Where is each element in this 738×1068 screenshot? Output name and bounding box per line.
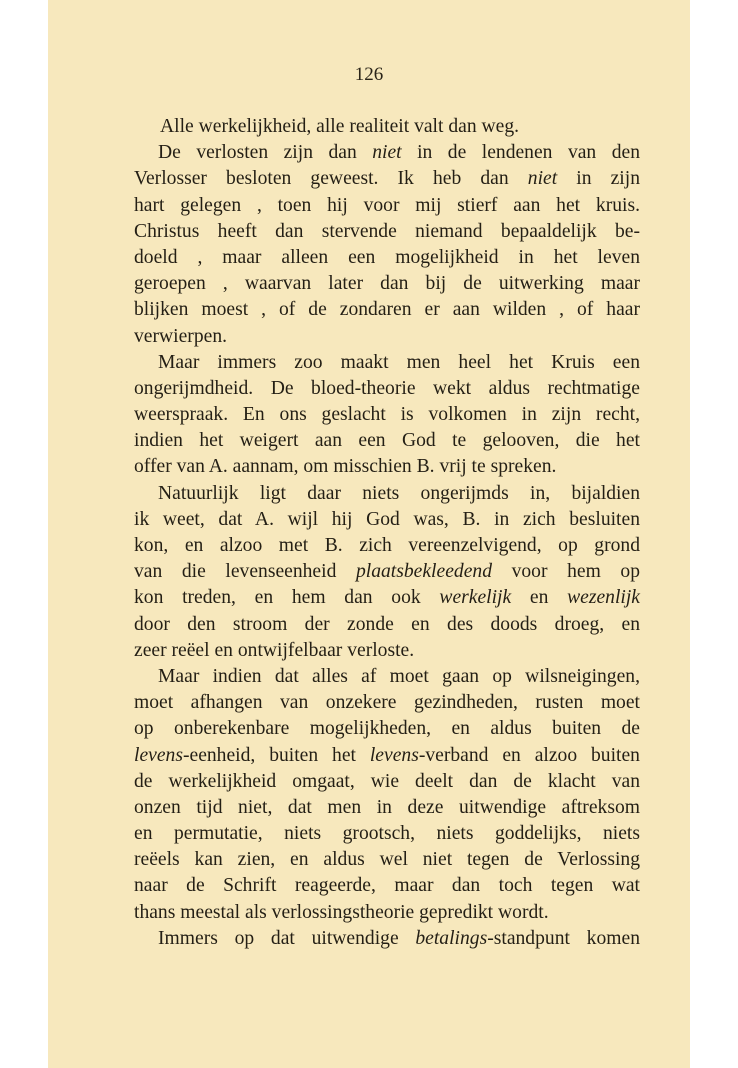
text-segment: de werkelijkheid omgaat, wie deelt dan de klacht van <box>134 770 640 792</box>
text-line <box>134 428 640 454</box>
text-segment: reëels kan zien, en aldus wel niet tegen de Verlossing <box>134 849 640 871</box>
text-line <box>134 350 640 376</box>
text-segment: doeld , maar alleen een mogelijkheid in het leven <box>134 246 640 268</box>
text-segment: blijken moest , of de zondaren er aan wilden , of haar <box>134 299 640 321</box>
text-line <box>134 533 640 559</box>
text-line <box>134 454 640 480</box>
text-segment: hart gelegen , toen hij voor mij stierf aan het kruis. <box>134 194 640 216</box>
text-segment: Christus heeft dan stervende niemand bepaaldelijk be- <box>134 220 640 242</box>
text-segment: kon treden, en hem dan ook <box>134 587 440 609</box>
text-line <box>134 376 640 402</box>
text-segment: verwierpen. <box>134 325 228 347</box>
italic-text: levens <box>134 744 183 766</box>
text-line <box>134 743 640 769</box>
text-line <box>134 559 640 585</box>
text-line <box>134 245 640 271</box>
text-segment: ongerijmdheid. De bloed-theorie wekt aldus rechtmatige <box>134 377 640 399</box>
text-line <box>134 166 640 192</box>
text-segment: indien het weigert aan een God te gelooven, die het <box>134 430 640 452</box>
text-segment: kon, en alzoo met B. zich vereenzelvigend, op grond <box>134 535 640 556</box>
text-segment: geroepen , waarvan later dan bij de uitwerking maar <box>134 273 640 295</box>
text-segment: in zijn <box>557 168 640 190</box>
text-segment: Alle werkelijkheid, alle realiteit valt dan weg. <box>160 116 520 137</box>
text-segment: offer van A. aannam, om misschien B. vrij te spreken. <box>134 456 557 478</box>
text-segment: Natuurlijk ligt daar niets ongerijmds in, bijaldien <box>158 482 640 504</box>
text-segment: moet afhangen van onzekere gezindheden, rusten moet <box>134 692 640 714</box>
text-line <box>134 324 640 350</box>
text-line <box>134 114 640 140</box>
text-segment: Maar immers zoo maakt men heel het Kruis een <box>158 351 640 373</box>
italic-text: wezenlijk <box>567 587 641 609</box>
text-segment: weerspraak. En ons geslacht is volkomen in zijn recht, <box>134 404 640 426</box>
text-segment: naar de Schrift reageerde, maar dan toch tegen wat <box>134 875 640 897</box>
text-line <box>134 664 640 690</box>
text-segment: en permutatie, niets grootsch, niets goddelijks, niets <box>134 823 640 845</box>
text-segment: op onberekenbare mogelijkheden, en aldus buiten de <box>134 718 640 740</box>
text-line <box>134 795 640 821</box>
text-line <box>134 769 640 795</box>
text-segment: thans meestal als verlossingstheorie gepredikt wordt. <box>134 901 549 923</box>
text-segment: voor hem op <box>492 561 640 583</box>
text-line <box>134 638 640 664</box>
italic-text: niet <box>372 142 402 164</box>
text-line <box>134 140 640 166</box>
text-line <box>134 219 640 245</box>
text-line <box>134 821 640 847</box>
text-line <box>134 873 640 899</box>
text-line <box>134 193 640 219</box>
italic-text: plaatsbekleedend <box>355 561 492 583</box>
text-segment: -eenheid, buiten het <box>182 744 370 766</box>
italic-text: niet <box>527 168 558 190</box>
text-segment: De verlosten zijn dan <box>158 142 373 164</box>
text-segment: van die levenseenheid <box>134 561 356 583</box>
italic-text: werkelijk <box>439 587 512 609</box>
text-line <box>134 690 640 716</box>
text-line <box>134 481 640 507</box>
text-line <box>134 900 640 926</box>
page-number: 126 <box>354 64 384 85</box>
text-line <box>134 585 640 611</box>
text-segment: Immers op dat uitwendige <box>158 927 416 949</box>
text-segment: onzen tijd niet, dat men in deze uitwendige aftreksom <box>134 796 640 818</box>
text-segment: -verband en alzoo buiten <box>418 744 640 766</box>
book-page <box>48 0 690 1068</box>
text-line <box>134 847 640 873</box>
text-segment: in de lendenen van den <box>401 142 640 164</box>
text-line <box>134 716 640 742</box>
text-segment: Maar indien dat alles af moet gaan op wilsneigingen, <box>158 665 640 687</box>
text-line <box>134 402 640 428</box>
text-segment: en <box>511 587 568 609</box>
italic-text: levens <box>369 744 419 766</box>
text-line <box>134 507 640 533</box>
text-segment: door den stroom der zonde en des doods droeg, en <box>134 613 640 635</box>
text-segment: -standpunt komen <box>487 927 640 949</box>
text-line <box>134 297 640 323</box>
text-line <box>134 612 640 638</box>
italic-text: betalings <box>415 927 488 949</box>
body-text <box>134 114 640 952</box>
text-line <box>134 271 640 297</box>
text-segment: Verlosser besloten geweest. Ik heb dan <box>134 168 528 190</box>
text-line <box>134 926 640 952</box>
text-segment: ik weet, dat A. wijl hij God was, B. in zich besluiten <box>134 508 640 530</box>
text-segment: zeer reëel en ontwijfelbaar verloste. <box>134 639 415 661</box>
